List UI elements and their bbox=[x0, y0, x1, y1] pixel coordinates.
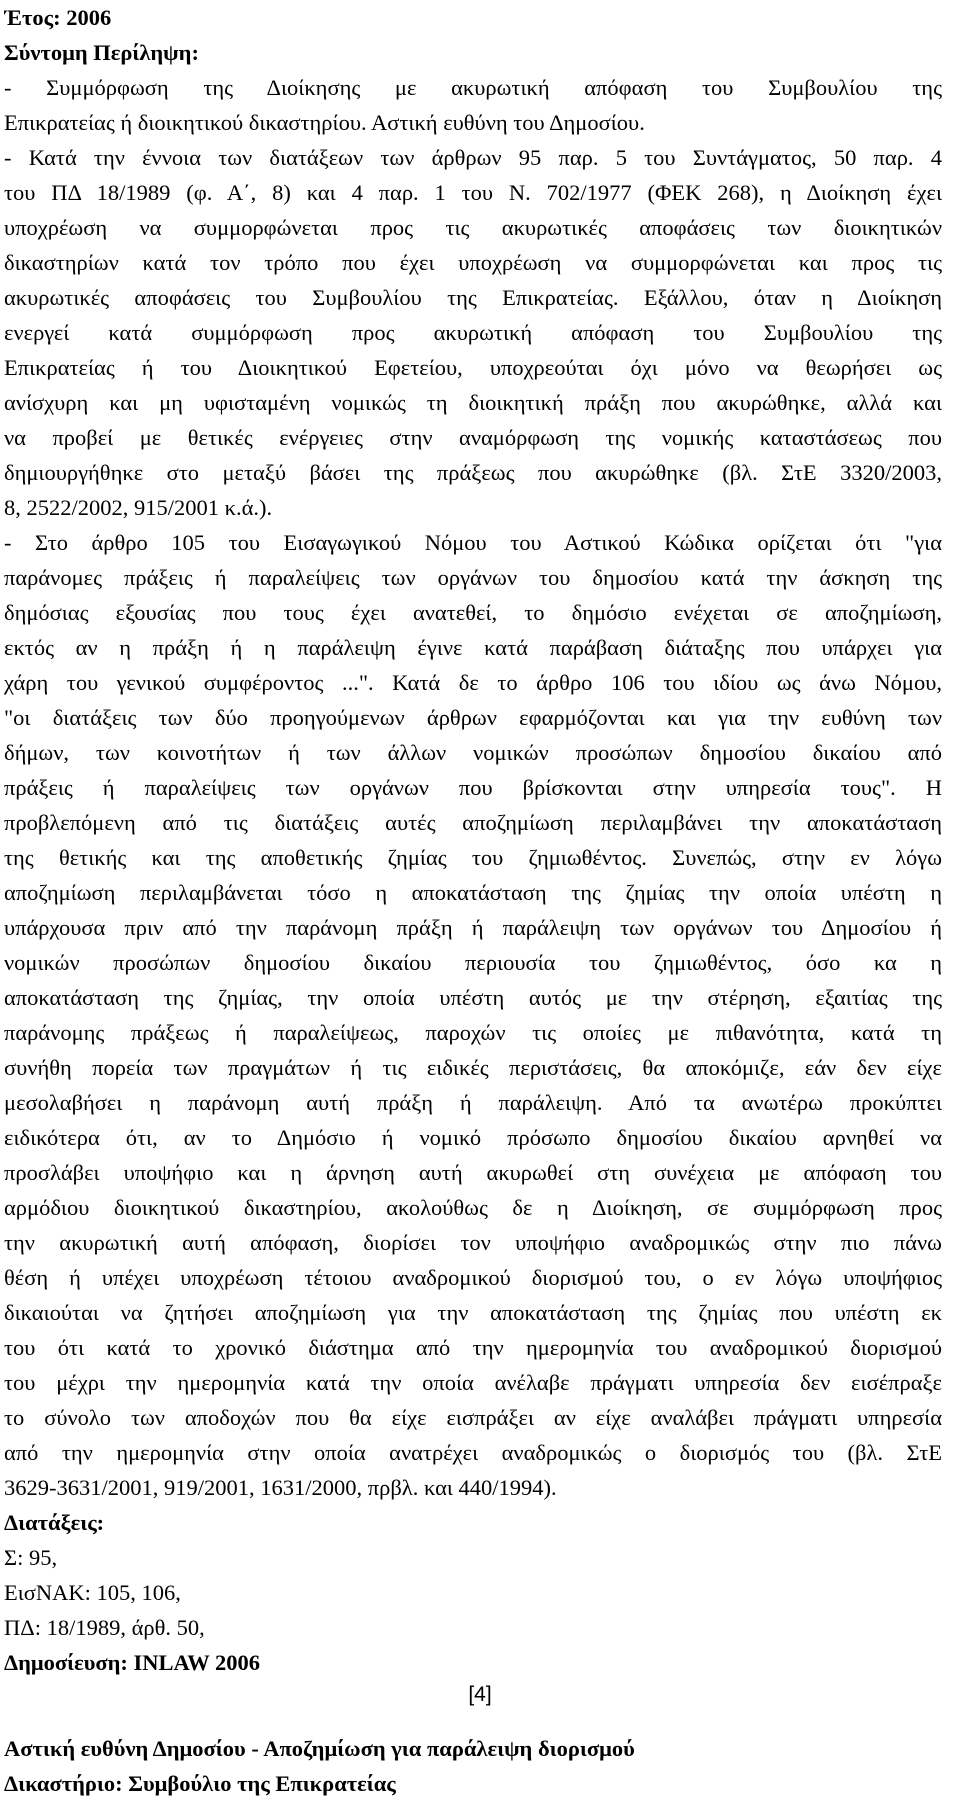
text-line: θέση ή υπέχει υποχρέωση τέτοιου αναδρομικού διορισμού του, ο εν λόγω υποψήφιος bbox=[4, 1265, 942, 1290]
year-line: Έτος: 2006 bbox=[4, 5, 112, 30]
text-line: - Στο άρθρο 105 του Εισαγωγικού Νόμου του Αστικού Κώδικα ορίζεται ότι "για bbox=[4, 530, 942, 555]
text-line: παράνομες πράξεις ή παραλείψεις των οργάνων του δημοσίου κατά την άσκηση της bbox=[4, 565, 942, 590]
text-line: ειδικότερα ότι, αν το Δημόσιο ή νομικό πρόσωπο δημοσίου δικαίου αρνηθεί να bbox=[4, 1125, 942, 1150]
summary-heading: Σύντομη Περίληψη: bbox=[4, 40, 199, 65]
text-line: νομικών προσώπων δημοσίου δικαίου περιουσία του ζημιωθέντος, όσο κα η bbox=[4, 950, 942, 975]
provision-item: Σ: 95, bbox=[4, 1545, 58, 1570]
text-line: ακυρωτικές αποφάσεις του Συμβουλίου της Επικρατείας. Εξάλλου, όταν η Διοίκηση bbox=[4, 285, 942, 310]
text-line: παράνομης πράξεως ή παραλείψεως, παροχών τις οποίες με πιθανότητα, κατά τη bbox=[4, 1020, 942, 1045]
document-page bbox=[4, 0, 942, 1801]
text-line: πράξεις ή παραλείψεις των οργάνων που βρίσκονται στην υπηρεσία τους". Η bbox=[4, 775, 942, 800]
text-line: του μέχρι την ημερομηνία κατά την οποία ανέλαβε πράγματι υπηρεσία δεν εισέπραξε bbox=[4, 1370, 942, 1395]
topic-title: Αστική ευθύνη Δημοσίου - Αποζημίωση για παράλειψη διορισμού bbox=[4, 1736, 635, 1761]
text-line: το σύνολο των αποδοχών που θα είχε εισπράξει αν είχε αναλάβει πράγματι υπηρεσία bbox=[4, 1405, 942, 1430]
text-line: προσλάβει υποψήφιο και η άρνηση αυτή ακυρωθεί στη συνέχεια με απόφαση του bbox=[4, 1160, 942, 1185]
text-line: προβλεπόμενη από τις διατάξεις αυτές αποζημίωση περιλαμβάνει την αποκατάσταση bbox=[4, 810, 942, 835]
text-line: 3629-3631/2001, 919/2001, 1631/2000, πρβλ. και 440/1994). bbox=[4, 1475, 557, 1500]
text-line: αποζημίωση περιλαμβάνεται τόσο η αποκατάσταση της ζημίας την οποία υπέστη η bbox=[4, 880, 942, 905]
text-line: Επικρατείας ή διοικητικού δικαστηρίου. Αστική ευθύνη του Δημοσίου. bbox=[4, 110, 645, 135]
text-line: μεσολαβήσει η παράνομη αυτή πράξη ή παράλειψη. Από τα ανωτέρω προκύπτει bbox=[4, 1090, 942, 1115]
publication-line: Δημοσίευση: INLAW 2006 bbox=[4, 1650, 261, 1675]
provisions-heading: Διατάξεις: bbox=[4, 1510, 105, 1535]
text-line: του ΠΔ 18/1989 (φ. Α΄, 8) και 4 παρ. 1 του Ν. 702/1977 (ΦΕΚ 268), η Διοίκηση έχει bbox=[4, 180, 942, 205]
text-line: - Συμμόρφωση της Διοίκησης με ακυρωτική απόφαση του Συμβουλίου της bbox=[4, 75, 942, 100]
text-line: "οι διατάξεις των δύο προηγούμενων άρθρων εφαρμόζονται και για την ευθύνη των bbox=[4, 705, 942, 730]
text-line: χάρη του γενικού συμφέροντος ...". Κατά δε το άρθρο 106 του ιδίου ως άνω Νόμου, bbox=[4, 670, 942, 695]
text-line: ενεργεί κατά συμμόρφωση προς ακυρωτική απόφαση του Συμβουλίου της bbox=[4, 320, 942, 345]
summary-body bbox=[4, 70, 942, 1505]
text-line: αρμόδιου διοικητικού δικαστηρίου, ακολούθως δε η Διοίκηση, σε συμμόρφωση προς bbox=[4, 1195, 942, 1220]
text-line: δικαιούται να ζητήσει αποζημίωση για την αποκατάσταση της ζημίας που υπέστη εκ bbox=[4, 1300, 942, 1325]
text-line: αποκατάσταση της ζημίας, την οποία υπέστη αυτός με την στέρηση, εξαιτίας της bbox=[4, 985, 942, 1010]
provision-item: ΕισΝΑΚ: 105, 106, bbox=[4, 1580, 181, 1605]
text-line: εκτός αν η πράξη ή η παράλειψη έγινε κατά παράβαση διάταξης που υπάρχει για bbox=[4, 635, 942, 660]
text-line: της θετικής και της αποθετικής ζημίας του ζημιωθέντος. Συνεπώς, στην εν λόγω bbox=[4, 845, 942, 870]
provision-item: ΠΔ: 18/1989, άρθ. 50, bbox=[4, 1615, 205, 1640]
text-line: συνήθη πορεία των πραγμάτων ή τις ειδικές περιστάσεις, θα αποκόμιζε, εάν δεν είχε bbox=[4, 1055, 942, 1080]
text-line: δήμων, των κοινοτήτων ή των άλλων νομικών προσώπων δημοσίου δικαίου από bbox=[4, 740, 942, 765]
text-line: Επικρατείας ή του Διοικητικού Εφετείου, υποχρεούται όχι μόνο να θεωρήσει ως bbox=[4, 355, 942, 380]
text-line: δημόσιας εξουσίας που τους έχει ανατεθεί, το δημόσιο ενέχεται σε αποζημίωση, bbox=[4, 600, 942, 625]
text-line: δικαστηρίων κατά τον τρόπο που έχει υποχρέωση να συμμορφώνεται και προς τις bbox=[4, 250, 942, 275]
page-number: [4] bbox=[468, 1683, 492, 1706]
text-line: δημιουργήθηκε στο μεταξύ βάσει της πράξεως που ακυρώθηκε (βλ. ΣτΕ 3320/2003, bbox=[4, 460, 942, 485]
court-line: Δικαστήριο: Συμβούλιο της Επικρατείας bbox=[4, 1771, 396, 1796]
text-line: του ότι κατά το χρονικό διάστημα από την ημερομηνία του αναδρομικού διορισμού bbox=[4, 1335, 942, 1360]
text-line: να προβεί με θετικές ενέργειες στην αναμόρφωση της νομικής καταστάσεως που bbox=[4, 425, 942, 450]
text-line: την ακυρωτική αυτή απόφαση, διορίσει τον υποψήφιο αναδρομικώς στην πιο πάνω bbox=[4, 1230, 942, 1255]
text-line: - Κατά την έννοια των διατάξεων των άρθρων 95 παρ. 5 του Συντάγματος, 50 παρ. 4 bbox=[4, 145, 942, 170]
text-line: ανίσχυρη και μη υφισταμένη νομικώς τη διοικητική πράξη που ακυρώθηκε, αλλά και bbox=[4, 390, 942, 415]
text-line: από την ημερομηνία στην οποία ανατρέχει αναδρομικώς ο διορισμός του (βλ. ΣτΕ bbox=[4, 1440, 942, 1465]
text-line: υποχρέωση να συμμορφώνεται προς τις ακυρωτικές αποφάσεις των διοικητικών bbox=[4, 215, 942, 240]
text-line: 8, 2522/2002, 915/2001 κ.ά.). bbox=[4, 495, 273, 520]
text-line: υπάρχουσα πριν από την παράνομη πράξη ή παράλειψη των οργάνων του Δημοσίου ή bbox=[4, 915, 942, 940]
